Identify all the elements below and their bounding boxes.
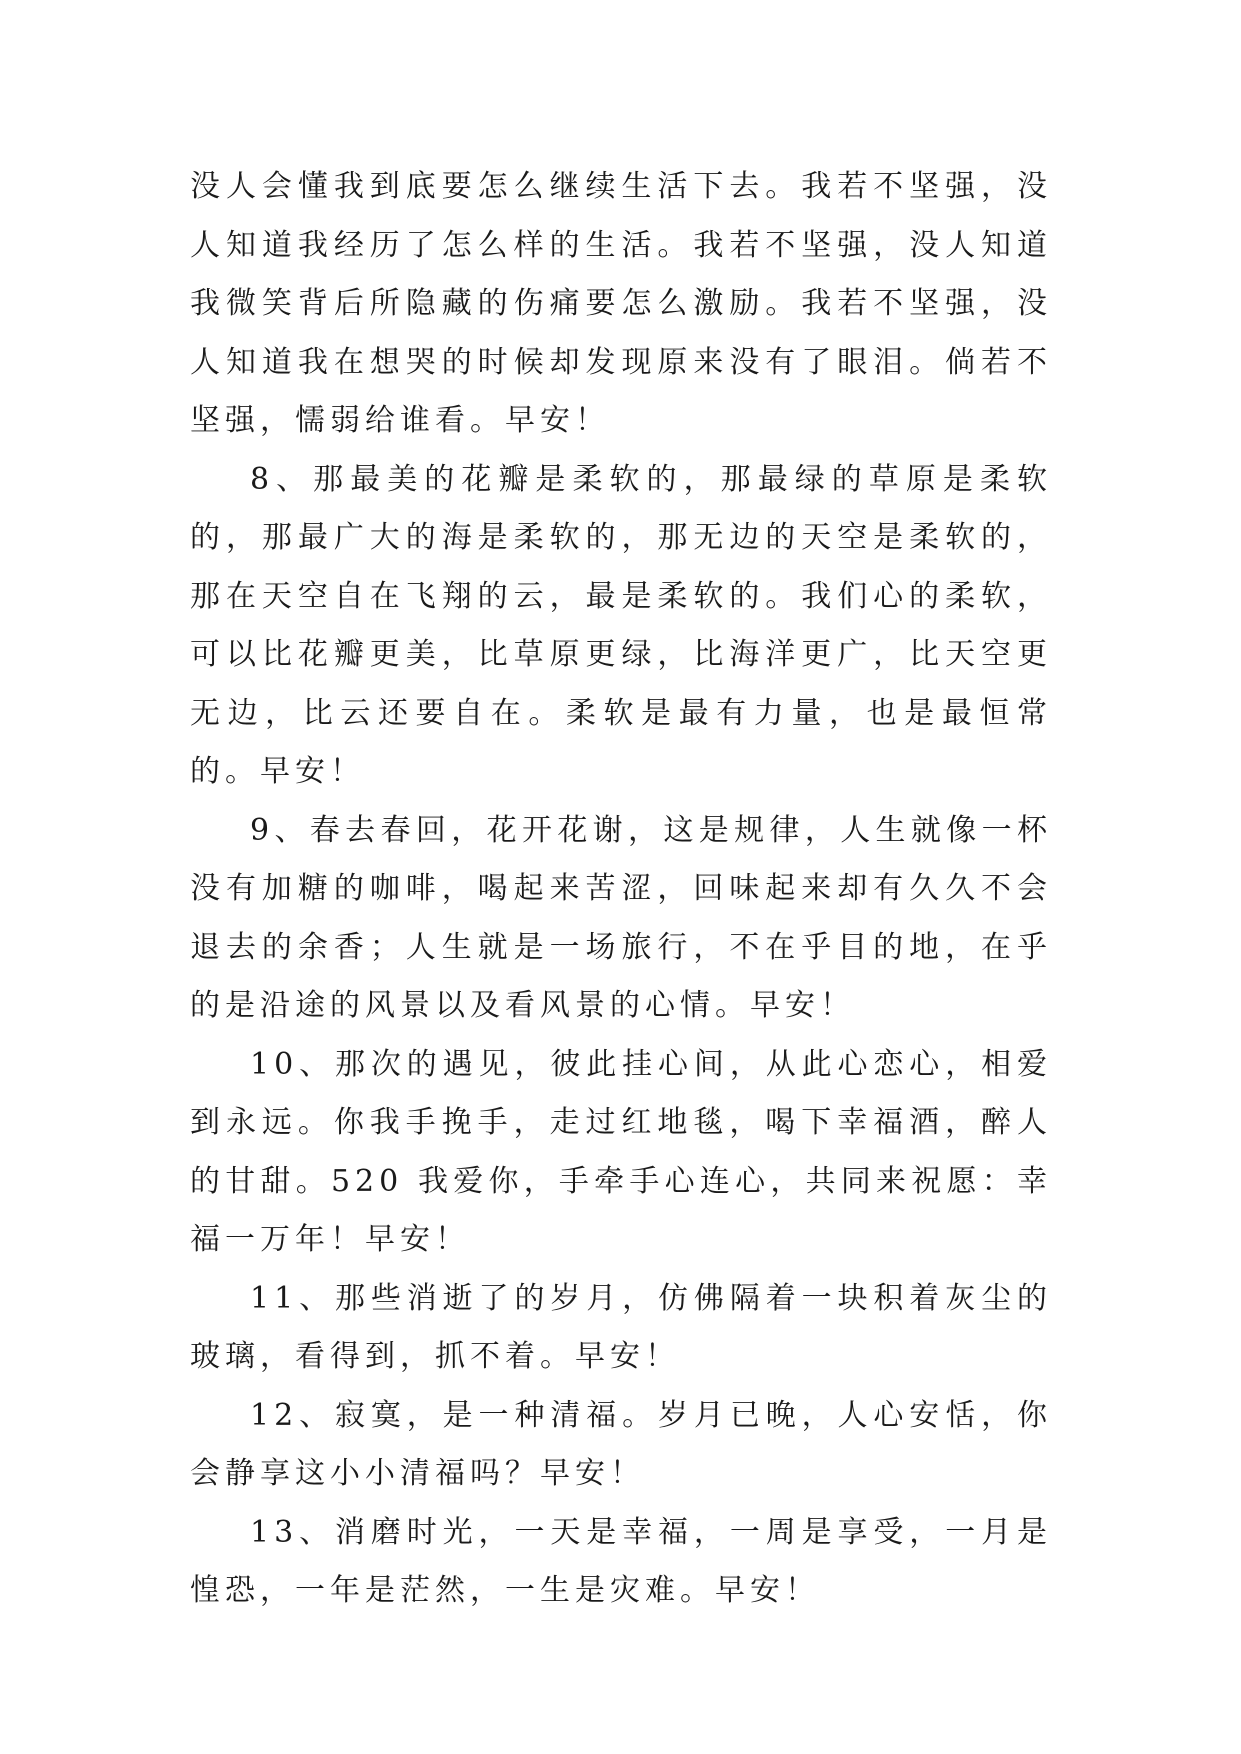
paragraph-12: 12、寂寞，是一种清福。岁月已晚，人心安恬，你会静享这小小清福吗？早安！ <box>190 1397 1052 1491</box>
paragraph-continued: 没人会懂我到底要怎么继续生活下去。我若不坚强，没人知道我经历了怎么样的生活。我若不坚强，没人知道我微笑背后所隐藏的伤痛要怎么激励。我若不坚强，没人知道我在想哭的时候却发现原来没有了眼泪。倘若不坚强，懦弱给谁看。早安！ <box>190 169 1052 438</box>
paragraph-9: 9、春去春回，花开花谢，这是规律，人生就像一杯没有加糖的咖啡，喝起来苦涩，回味起来却有久久不会退去的余香；人生就是一场旅行，不在乎目的地，在乎的是沿途的风景以及看风景的心情。早安！ <box>190 812 1052 1023</box>
paragraph-8: 8、那最美的花瓣是柔软的，那最绿的草原是柔软的，那最广大的海是柔软的，那无边的天空是柔软的，那在天空自在飞翔的云，最是柔软的。我们心的柔软，可以比花瓣更美，比草原更绿，比海洋更广，比天空更无边，比云还要自在。柔软是最有力量，也是最恒常的。早安！ <box>190 461 1052 789</box>
paragraph-13: 13、消磨时光，一天是幸福，一周是享受，一月是惶恐，一年是茫然，一生是灾难。早安！ <box>190 1514 1052 1608</box>
document-body <box>190 158 1052 1621</box>
paragraph-11: 11、那些消逝了的岁月，仿佛隔着一块积着灰尘的玻璃，看得到，抓不着。早安！ <box>190 1280 1052 1374</box>
paragraph-10: 10、那次的遇见，彼此挂心间，从此心恋心，相爱到永远。你我手挽手，走过红地毯，喝下幸福酒，醉人的甘甜。520 我爱你，手牵手心连心，共同来祝愿：幸福一万年！早安！ <box>190 1046 1052 1257</box>
